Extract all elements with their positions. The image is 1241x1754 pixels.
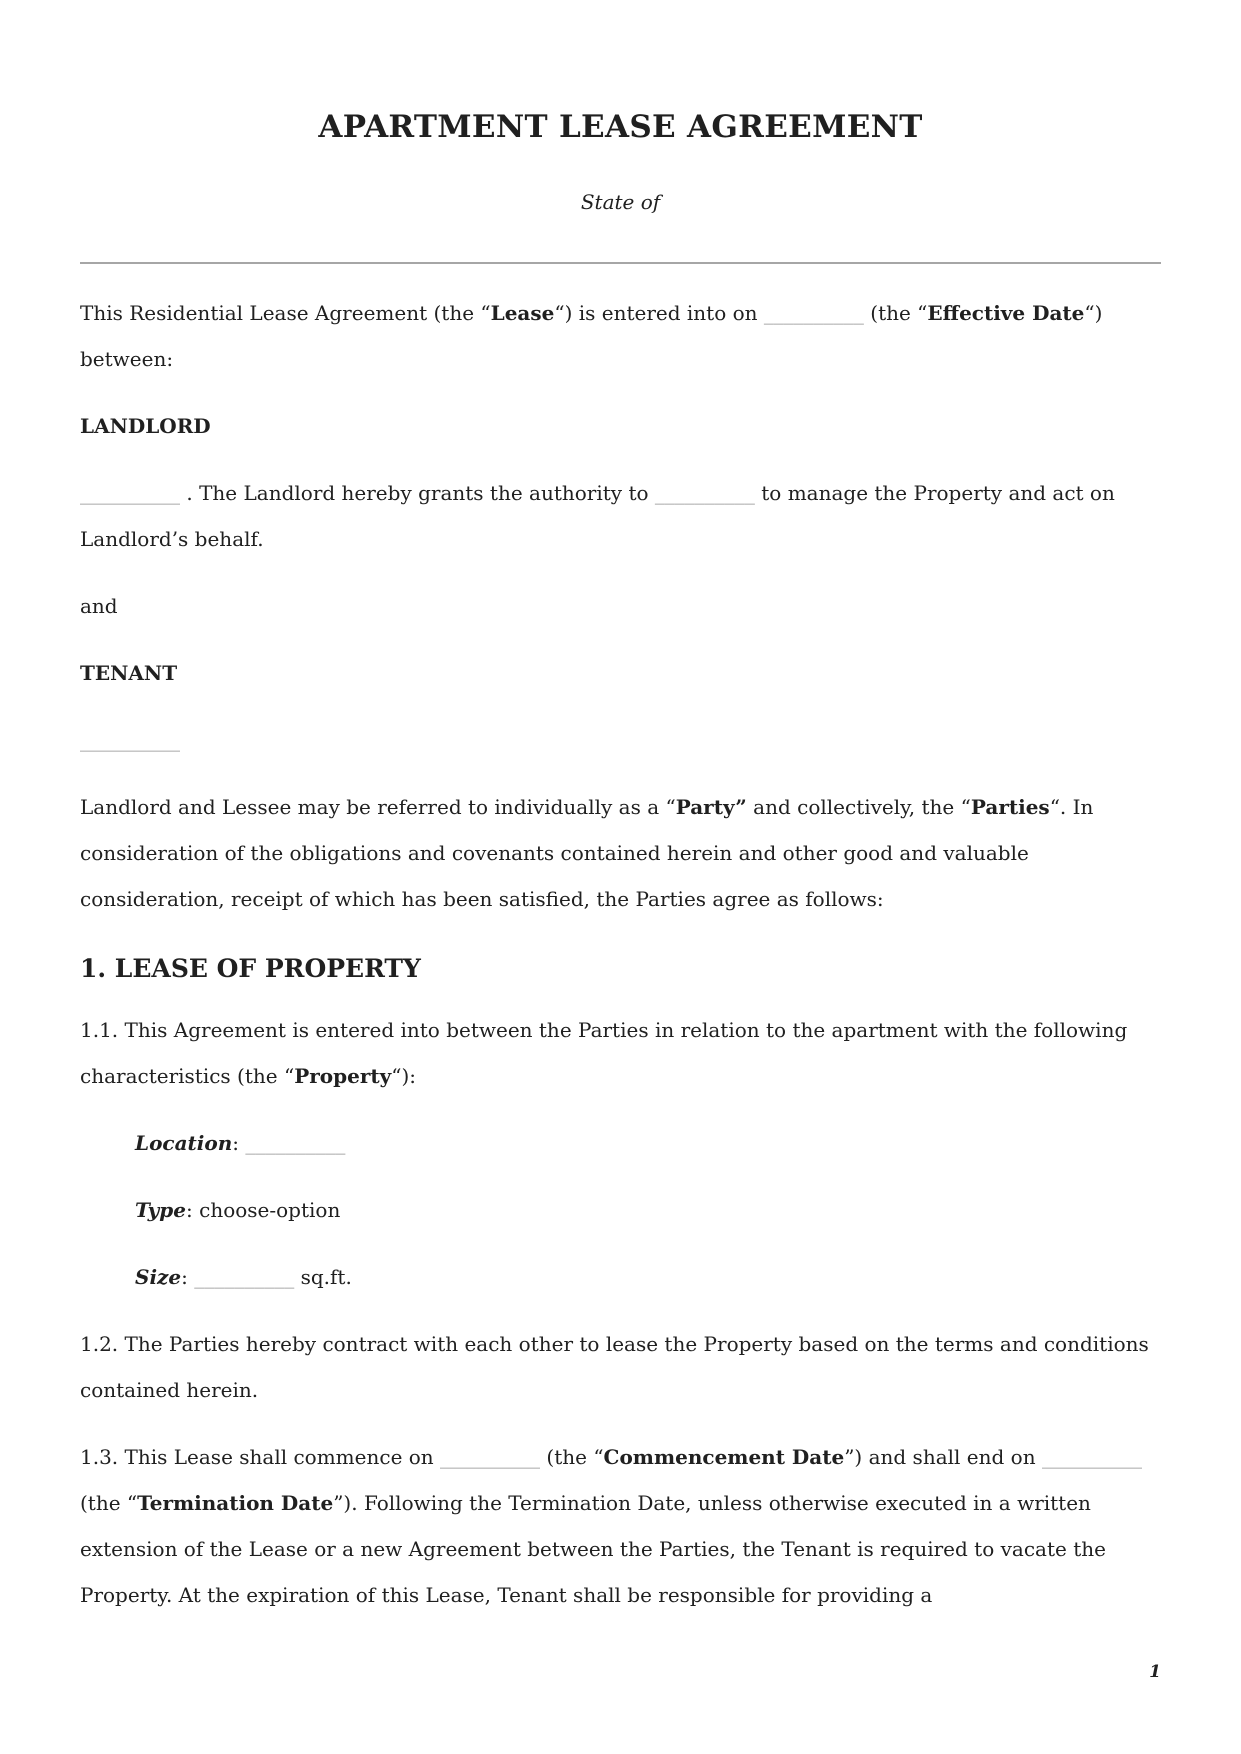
text-segment: Effective Date: [927, 301, 1085, 325]
text-segment: (the “: [863, 301, 928, 325]
property-type-line: [135, 1187, 1161, 1233]
heading-tenant: TENANT: [80, 661, 178, 685]
text-segment: Party”: [675, 795, 747, 819]
paragraph-parties-clause: [80, 784, 1161, 922]
paragraph-landlord-clause: [80, 470, 1161, 562]
text-segment: :: [181, 1265, 195, 1289]
text-segment: (the “: [540, 1445, 604, 1469]
page-number: 1: [1149, 1662, 1161, 1682]
paragraph-clause-1-3: [80, 1434, 1161, 1618]
text-segment: ”). Following the Termination Date, unless otherwise executed in a written extension of the Lease or a new Agreement between the Parties, the Tenant is required to vacate the Property. At the expiration of this Lease, Tenant shall be responsible for providing a: [80, 1491, 1106, 1607]
blank-field: __________: [440, 1445, 541, 1469]
section-heading-lease-of-property: 1. LEASE OF PROPERTY: [80, 954, 421, 983]
text-segment: “. In consideration of the obligations and covenants contained herein and other good and valuable consideration, receipt of which has been satisfied, the Parties agree as follows:: [80, 795, 1094, 911]
blank-field: __________: [654, 481, 755, 505]
text-segment: “) is entered into on: [554, 301, 764, 325]
text-segment: to manage the Property and act on Landlord’s behalf.: [80, 481, 1115, 551]
text-segment: Lease: [490, 301, 555, 325]
paragraph-clause-1-1: [80, 1007, 1161, 1099]
text-segment: 1.3. This Lease shall commence on: [80, 1445, 441, 1469]
text-segment: Type: [135, 1198, 187, 1222]
divider: [80, 262, 1161, 264]
text-segment: This Residential Lease Agreement (the “: [80, 301, 491, 325]
text-segment: (the “: [80, 1491, 138, 1515]
text-segment: Termination Date: [137, 1491, 334, 1515]
text-segment: Location: [135, 1131, 233, 1155]
paragraph-conjunction: and: [80, 594, 118, 618]
text-segment: . The Landlord hereby grants the authority to: [180, 481, 655, 505]
text-segment: Size: [135, 1265, 182, 1289]
paragraph-clause-1-2: [80, 1321, 1161, 1413]
property-size-line: [135, 1254, 1161, 1300]
heading-landlord: LANDLORD: [80, 414, 211, 438]
text-segment: Landlord and Lessee may be referred to individually as a “: [80, 795, 676, 819]
blank-field: __________: [80, 481, 180, 505]
paragraph-tenant-blank: [80, 717, 1161, 763]
document-subtitle: State of: [580, 190, 661, 214]
text-segment: Property: [294, 1064, 392, 1088]
blank-field: __________: [245, 1131, 346, 1155]
paragraph-intro: [80, 290, 1161, 382]
blank-field: __________: [1041, 1445, 1142, 1469]
property-location-line: [135, 1120, 1161, 1166]
text-segment: Commencement Date: [603, 1445, 845, 1469]
blank-field: __________: [194, 1265, 295, 1289]
blank-field: __________: [763, 301, 864, 325]
text-segment: sq.ft.: [294, 1265, 352, 1289]
text-segment: “) between:: [80, 301, 1103, 371]
text-segment: Parties: [970, 795, 1050, 819]
text-segment: : choose-option: [186, 1198, 341, 1222]
blank-field: __________: [80, 728, 180, 752]
text-segment: 1.2. The Parties hereby contract with each other to lease the Property based on the terms and conditions contained herein.: [80, 1332, 1149, 1402]
text-segment: ”) and shall end on: [844, 1445, 1042, 1469]
document-title: APARTMENT LEASE AGREEMENT: [318, 109, 923, 145]
text-segment: 1.1. This Agreement is entered into between the Parties in relation to the apartment with the following characteristics (the “: [80, 1018, 1128, 1088]
text-segment: and collectively, the “: [746, 795, 971, 819]
text-segment: :: [232, 1131, 246, 1155]
text-segment: “):: [391, 1064, 416, 1088]
